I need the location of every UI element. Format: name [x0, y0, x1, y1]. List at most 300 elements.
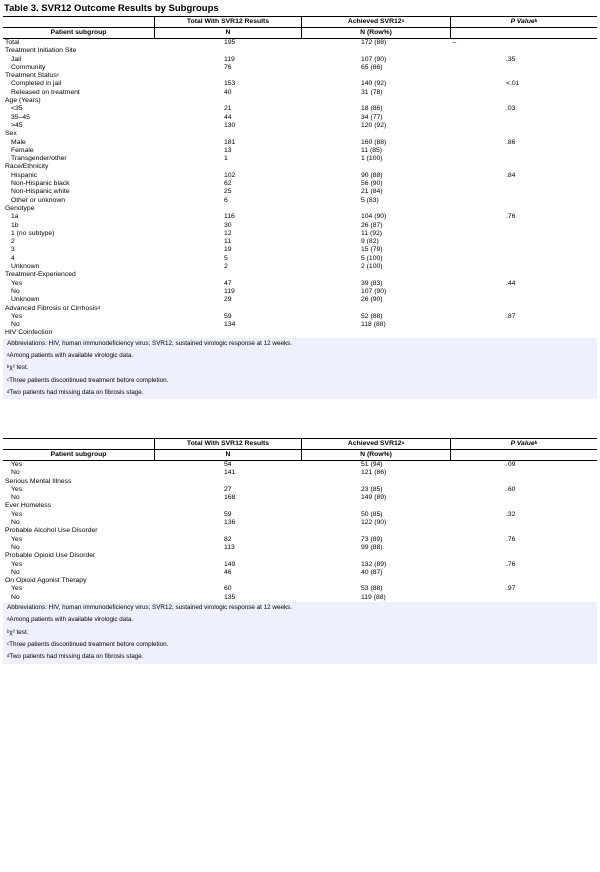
footnote [7, 651, 597, 663]
row-label-text: Age (Years) [5, 97, 41, 105]
cell-total-n: 46 [224, 568, 232, 576]
cell-total-n [154, 329, 301, 337]
cell-total-n [154, 205, 301, 213]
row-label-text: Race/Ethnicity [5, 163, 49, 171]
row-label [3, 271, 154, 279]
row-label [3, 213, 154, 221]
row-label-text: Treatment Initiation Site [5, 47, 77, 55]
row-label [3, 205, 154, 213]
header-achieved-svr12 [301, 439, 450, 449]
row-label-text: Non-Hispanic black [11, 180, 70, 188]
cell-achieved-svr12: 65 (86) [361, 63, 383, 71]
row-label-text: 2 [11, 238, 15, 246]
cell-total-n: 195 [224, 39, 236, 46]
cell-achieved-svr12: 5 (100) [361, 254, 383, 262]
category-row [3, 577, 597, 585]
footnote [7, 350, 597, 362]
cell-achieved-svr12: 140 (92) [361, 80, 387, 88]
table-row [3, 122, 597, 130]
row-label-text: 35–45 [11, 113, 30, 121]
row-label [3, 222, 154, 230]
cell-p-value: -- [452, 39, 457, 46]
cell-total-n: 59 [224, 312, 232, 320]
cell-p-value [450, 147, 597, 155]
row-label [3, 561, 154, 569]
cell-p-value: .09 [506, 461, 516, 468]
cell-total-n: 119 [224, 287, 235, 295]
cell-p-value [450, 130, 597, 138]
row-label [3, 263, 154, 271]
header-row-bottom [3, 27, 597, 38]
cell-total-n: 60 [224, 585, 232, 593]
footnote-marker: d [7, 388, 10, 394]
table-row [3, 238, 597, 246]
row-label [3, 188, 154, 196]
cell-total-n [154, 305, 301, 313]
table-row [3, 544, 597, 552]
row-label [3, 47, 154, 55]
table-row [3, 486, 597, 494]
footnote-text: χ² test. [9, 628, 29, 636]
table-row [3, 80, 597, 88]
cell-p-value [450, 552, 597, 560]
row-label-text: Hispanic [11, 171, 38, 179]
cell-achieved-svr12: 39 (83) [361, 279, 383, 287]
row-label [3, 536, 154, 544]
cell-p-value [450, 114, 597, 122]
cell-p-value [450, 72, 597, 80]
row-label-text: Probable Opioid Use Disorder [5, 552, 96, 560]
cell-p-value [450, 222, 597, 230]
cell-achieved-svr12: 53 (88) [361, 585, 383, 593]
table-header [3, 438, 597, 461]
table-row [3, 255, 597, 263]
row-label [3, 305, 154, 313]
cell-total-n [154, 130, 301, 138]
row-label-text: Unknown [11, 296, 40, 304]
header-pvalue-blank [450, 28, 597, 38]
category-row [3, 527, 597, 535]
cell-achieved-svr12: 15 (79) [361, 246, 383, 254]
cell-p-value [450, 230, 597, 238]
row-label [3, 122, 154, 130]
cell-total-n: 102 [224, 171, 236, 179]
footnote-text: Abbreviations: HIV, human immunodeficiency virus; SVR12, sustained virologic response at 12 weeks. [7, 604, 293, 612]
table-title: Table 3. SVR12 Outcome Results by Subgroups [4, 3, 219, 14]
row-label [3, 552, 154, 560]
cell-p-value: .87 [506, 312, 516, 320]
row-label [3, 246, 154, 254]
cell-achieved-svr12 [301, 577, 450, 585]
cell-p-value [450, 97, 597, 105]
row-label-text: Community [11, 63, 46, 71]
row-label [3, 155, 154, 163]
cell-achieved-svr12: 9 (82) [361, 238, 379, 246]
cell-p-value [450, 246, 597, 254]
row-label-text: Unknown [11, 263, 40, 271]
row-label [3, 105, 154, 113]
cell-total-n: 25 [224, 188, 232, 196]
row-label-text: Male [11, 138, 26, 146]
cell-total-n: 119 [224, 55, 235, 63]
cell-achieved-svr12 [301, 502, 450, 510]
cell-p-value [450, 527, 597, 535]
cell-achieved-svr12 [301, 305, 450, 313]
category-row [3, 97, 597, 105]
row-label-text: Probable Alcohol Use Disorder [5, 527, 98, 535]
row-label-text: Yes [11, 585, 23, 593]
row-label-text: 3 [11, 246, 15, 254]
cell-total-n: 19 [224, 246, 232, 254]
row-label [3, 486, 154, 494]
cell-achieved-svr12: 11 (85) [361, 146, 383, 154]
cell-achieved-svr12: 52 (88) [361, 312, 383, 320]
row-label [3, 163, 154, 171]
cell-total-n [154, 271, 301, 279]
row-label [3, 64, 154, 72]
cell-total-n [154, 502, 301, 510]
header-total-with-results: Total With SVR12 Results [154, 439, 301, 449]
cell-p-value [450, 263, 597, 271]
cell-achieved-svr12 [301, 478, 450, 486]
cell-achieved-svr12: 40 (87) [361, 568, 383, 576]
footnote-marker: c [56, 72, 60, 78]
row-label [3, 255, 154, 263]
cell-p-value: .03 [506, 105, 516, 113]
row-label-text: Yes [11, 535, 23, 543]
header-n: N [154, 28, 301, 38]
footnote-marker: b [7, 364, 10, 370]
header-achieved-label: Achieved SVR12 [347, 18, 402, 25]
cell-achieved-svr12 [301, 329, 450, 337]
cell-achieved-svr12: 11 (92) [361, 229, 383, 237]
footnote-marker: a [401, 18, 405, 23]
footnote-text: Two patients had missing data on fibrosis stage. [9, 653, 144, 661]
category-row [3, 329, 597, 337]
row-label-text: Other or unknown [11, 196, 66, 204]
header-p-value [450, 17, 597, 27]
header-patient-subgroup: Patient subgroup [50, 451, 107, 458]
cell-total-n: 168 [224, 494, 236, 502]
cell-p-value [450, 155, 597, 163]
footnote [7, 362, 597, 374]
row-label [3, 130, 154, 138]
table-row [3, 230, 597, 238]
row-label-text: Yes [11, 485, 23, 493]
cell-achieved-svr12: 90 (88) [361, 171, 383, 179]
footnote-marker: a [401, 440, 405, 445]
cell-achieved-svr12 [301, 552, 450, 560]
table-row [3, 64, 597, 72]
table-row [3, 180, 597, 188]
row-label-text: Yes [11, 279, 23, 287]
cell-achieved-svr12: 51 (94) [361, 461, 383, 468]
row-label [3, 469, 154, 477]
row-label-text: No [11, 321, 20, 329]
cell-achieved-svr12 [301, 205, 450, 213]
table-row [3, 469, 597, 477]
row-label [3, 494, 154, 502]
cell-total-n: 21 [224, 105, 232, 113]
table-row [3, 263, 597, 271]
cell-total-n: 76 [224, 63, 232, 71]
cell-p-value [450, 163, 597, 171]
row-label [3, 461, 154, 469]
footnote-text: Three patients discontinued treatment before completion. [9, 640, 169, 648]
cell-p-value [450, 469, 597, 477]
cell-p-value [450, 569, 597, 577]
table-row [3, 288, 597, 296]
cell-total-n: 134 [224, 321, 236, 329]
table-row [3, 519, 597, 527]
category-row [3, 163, 597, 171]
header-pvalue-blank [450, 450, 597, 460]
row-label [3, 569, 154, 577]
row-label [3, 478, 154, 486]
row-label-text: >45 [11, 121, 23, 129]
cell-p-value [450, 197, 597, 205]
cell-achieved-svr12: 149 (89) [361, 494, 387, 502]
row-label [3, 519, 154, 527]
cell-total-n [154, 552, 301, 560]
cell-total-n: 141 [224, 469, 236, 477]
cell-p-value: .35 [506, 55, 516, 63]
cell-achieved-svr12: 2 (100) [361, 263, 383, 271]
cell-total-n [154, 97, 301, 105]
table-row [3, 197, 597, 205]
footnote-marker: b [534, 18, 538, 23]
cell-total-n: 44 [224, 113, 232, 121]
row-label [3, 89, 154, 97]
table-row [3, 139, 597, 147]
cell-p-value: <.01 [506, 80, 520, 88]
row-label [3, 288, 154, 296]
row-label-text: Sex [5, 130, 17, 138]
footnote-text: Two patients had missing data on fibrosis stage. [9, 388, 144, 396]
table-row [3, 39, 597, 47]
cell-achieved-svr12: 132 (89) [361, 560, 387, 568]
cell-p-value [450, 296, 597, 304]
category-row [3, 205, 597, 213]
table-row [3, 569, 597, 577]
cell-p-value [450, 494, 597, 502]
footnote [7, 387, 597, 399]
cell-p-value [450, 64, 597, 72]
cell-p-value [450, 89, 597, 97]
row-label [3, 585, 154, 593]
cell-achieved-svr12 [301, 47, 450, 55]
cell-achieved-svr12: 119 (88) [361, 593, 386, 601]
cell-p-value: .76 [506, 560, 516, 568]
row-label [3, 114, 154, 122]
cell-achieved-svr12: 56 (90) [361, 180, 383, 188]
row-label [3, 39, 154, 47]
row-label [3, 139, 154, 147]
category-row [3, 552, 597, 560]
footnote-marker: d [7, 653, 10, 659]
row-label [3, 577, 154, 585]
cell-p-value [450, 478, 597, 486]
row-label-text: Serious Mental Illness [5, 477, 72, 485]
table-row [3, 147, 597, 155]
cell-p-value: .76 [506, 213, 516, 221]
table-row [3, 594, 597, 602]
table-row [3, 155, 597, 163]
row-label-text: Treatment Status [5, 72, 57, 80]
category-row [3, 47, 597, 55]
table-row [3, 246, 597, 254]
cell-total-n: 12 [224, 229, 232, 237]
cell-p-value: .86 [506, 138, 516, 146]
cell-p-value [450, 188, 597, 196]
row-label [3, 97, 154, 105]
cell-p-value [450, 594, 597, 602]
footnote [7, 602, 597, 614]
table-row [3, 105, 597, 113]
row-label-text: Completed in jail [11, 80, 62, 88]
header-n-row-percent: N (Row%) [301, 450, 450, 460]
cell-achieved-svr12: 1 (100) [361, 155, 383, 163]
row-label-text: No [11, 593, 20, 601]
footnote [7, 639, 597, 651]
cell-total-n: 62 [224, 180, 232, 188]
table-row [3, 313, 597, 321]
cell-achieved-svr12: 31 (78) [361, 88, 383, 96]
row-label-text: Yes [11, 312, 23, 320]
row-label [3, 594, 154, 602]
cell-achieved-svr12: 23 (85) [361, 485, 383, 493]
cell-p-value [450, 47, 597, 55]
cell-achieved-svr12: 21 (84) [361, 188, 383, 196]
cell-achieved-svr12: 107 (90) [361, 287, 387, 295]
row-label-text: On Opioid Agonist Therapy [5, 577, 87, 585]
row-label-text: HIV Coinfection [5, 329, 53, 337]
row-label [3, 544, 154, 552]
row-label [3, 230, 154, 238]
row-label [3, 296, 154, 304]
row-label [3, 511, 154, 519]
cell-p-value [450, 180, 597, 188]
row-label-text: Non-Hispanic white [11, 188, 70, 196]
category-row [3, 271, 597, 279]
cell-achieved-svr12 [301, 271, 450, 279]
cell-achieved-svr12: 73 (89) [361, 535, 383, 543]
row-label-text: Treatment-Experienced [5, 271, 76, 279]
cell-total-n [154, 478, 301, 486]
cell-achieved-svr12 [301, 527, 450, 535]
cell-p-value: .60 [506, 485, 516, 493]
cell-achieved-svr12: 104 (90) [361, 213, 387, 221]
row-label-text: 1a [11, 213, 19, 221]
cell-total-n: 2 [224, 263, 228, 271]
row-label-text: Genotype [5, 204, 35, 212]
header-total-with-results: Total With SVR12 Results [154, 17, 301, 27]
row-label [3, 313, 154, 321]
cell-achieved-svr12: 18 (86) [361, 105, 383, 113]
cell-total-n: 11 [224, 238, 232, 246]
table-row [3, 56, 597, 64]
row-label [3, 72, 154, 80]
cell-total-n: 54 [224, 461, 232, 468]
cell-total-n: 153 [224, 80, 236, 88]
header-n: N [154, 450, 301, 460]
header-p-value [450, 439, 597, 449]
cell-total-n [154, 163, 301, 171]
table-footnotes [3, 338, 597, 399]
footnote-marker: d [97, 304, 101, 310]
row-label-text: Transgender/other [11, 155, 67, 163]
row-label-text: No [11, 469, 20, 477]
cell-p-value [450, 255, 597, 263]
row-label-text: Yes [11, 461, 23, 468]
cell-achieved-svr12: 26 (90) [361, 296, 383, 304]
table-row [3, 89, 597, 97]
row-label-text: No [11, 543, 20, 551]
table-row [3, 511, 597, 519]
table-row [3, 188, 597, 196]
cell-achieved-svr12: 26 (87) [361, 221, 383, 229]
cell-achieved-svr12: 120 (92) [361, 121, 387, 129]
cell-p-value: .76 [506, 535, 516, 543]
category-row [3, 130, 597, 138]
cell-p-value [450, 288, 597, 296]
cell-p-value [450, 519, 597, 527]
cell-total-n: 5 [224, 254, 228, 262]
cell-p-value [450, 577, 597, 585]
row-label-text: Advanced Fibrosis or Cirrhosis [5, 304, 98, 312]
footnote-marker: c [7, 640, 10, 646]
cell-achieved-svr12: 50 (85) [361, 510, 383, 518]
row-label-text: Total [5, 39, 20, 46]
table-row [3, 561, 597, 569]
cell-p-value [450, 238, 597, 246]
row-label-text: Yes [11, 510, 23, 518]
cell-achieved-svr12: 121 (86) [361, 469, 387, 477]
row-label-text: No [11, 519, 20, 527]
cell-p-value [450, 502, 597, 510]
cell-achieved-svr12: 118 (88) [361, 321, 386, 329]
row-label [3, 147, 154, 155]
row-label-text: <35 [11, 105, 23, 113]
table-row [3, 296, 597, 304]
row-label [3, 527, 154, 535]
table-row [3, 461, 597, 469]
footnote [7, 375, 597, 387]
cell-total-n: 149 [224, 560, 236, 568]
header-pvalue-label: P Value [510, 18, 535, 25]
category-row [3, 72, 597, 80]
row-label [3, 80, 154, 88]
footnote-marker: a [7, 616, 10, 622]
table-row [3, 172, 597, 180]
cell-total-n [154, 72, 301, 80]
cell-total-n: 29 [224, 296, 232, 304]
header-achieved-label: Achieved SVR12 [347, 440, 402, 447]
cell-total-n [154, 47, 301, 55]
footnote-text: Among patients with available virologic data. [9, 616, 134, 624]
table-row [3, 114, 597, 122]
footnote-marker: c [7, 376, 10, 382]
header-pvalue-label: P Value [510, 440, 535, 447]
header-achieved-svr12 [301, 17, 450, 27]
cell-total-n: 27 [224, 485, 232, 493]
footnote-text: Three patients discontinued treatment before completion. [9, 376, 169, 384]
footnote [7, 338, 597, 350]
footnote-text: Abbreviations: HIV, human immunodeficiency virus; SVR12, sustained virologic response at 12 weeks. [7, 339, 293, 347]
category-row [3, 502, 597, 510]
row-label-text: Ever Homeless [5, 502, 52, 510]
table-row [3, 280, 597, 288]
